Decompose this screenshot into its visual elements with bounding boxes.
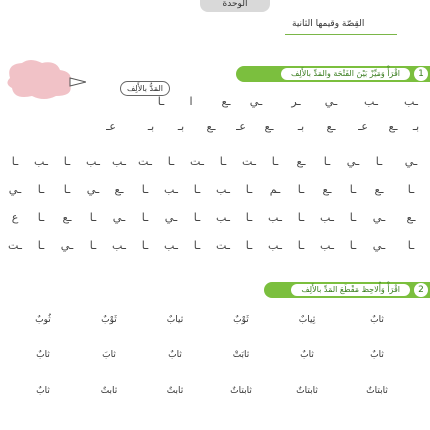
letter-cell: ـا — [89, 211, 97, 224]
letter-cell: ـع — [326, 120, 336, 133]
letter-cell: ـا — [407, 239, 415, 252]
letter-cell: ـب — [85, 155, 101, 168]
letter-cell: ـا — [141, 211, 149, 224]
letter-cell: ـب — [163, 183, 179, 196]
word-cell: ثابَتْ — [232, 350, 250, 360]
word-cell: ثيابٌ — [166, 315, 184, 325]
letter-cell: ـا — [349, 211, 357, 224]
letter-cell: ـي — [60, 239, 74, 252]
letter-cell: ـا — [37, 211, 45, 224]
letter-cell: ـب — [33, 155, 49, 168]
word-cell: ثابتٌ — [100, 386, 118, 396]
letter-cell: ـت — [7, 239, 23, 252]
letter-cell: ـي — [86, 183, 100, 196]
exercise-2-words-row-1 — [0, 315, 430, 329]
letter-cell: بـ — [297, 120, 305, 133]
letter-cell: ـع — [322, 183, 332, 196]
letter-cell: ـب — [111, 239, 127, 252]
letter-cell: ـا — [349, 183, 357, 196]
letter-cell: ـب — [215, 183, 231, 196]
exercise-2-words-row-3 — [0, 386, 430, 400]
word-cell: ثابٌ — [36, 350, 50, 360]
exercise-1-instruction: اقْرَأْ وَمَيِّزْ بَيْنَ الفَتْحَة والمَدِّ بالأَلِف — [281, 68, 410, 80]
word-cell: ثابٌ — [36, 386, 50, 396]
letter-cell: ـب — [363, 95, 379, 108]
letter-cell: ـا — [89, 239, 97, 252]
word-cell: ثابتاتٌ — [296, 386, 318, 396]
letter-cell: ـر — [291, 95, 301, 108]
letter-cell: ـا — [37, 239, 45, 252]
letter-cell: ا — [189, 95, 193, 108]
letter-cell: ـب — [267, 211, 283, 224]
section-title: القِصّة وقيمها الثانية — [292, 19, 365, 29]
letter-cell: ـب — [267, 239, 283, 252]
letter-cell: ـا — [297, 183, 305, 196]
letter-cell: ـب — [319, 211, 335, 224]
letter-cell: ـا — [141, 183, 149, 196]
letter-cell: ـا — [349, 239, 357, 252]
letter-cell: ـب — [111, 155, 127, 168]
word-cell: ثابٌ — [300, 350, 314, 360]
letter-cell: ـي — [8, 183, 22, 196]
letter-cell: ـا — [193, 239, 201, 252]
word-cell: ثابٌ — [370, 350, 384, 360]
letter-cell: ـي — [164, 211, 178, 224]
letter-cell: ـع — [264, 120, 274, 133]
word-cell: ثابتاتٌ — [366, 386, 388, 396]
letter-cell: ـب — [215, 211, 231, 224]
word-cell: ثابتاتٌ — [230, 386, 252, 396]
letter-cell: ـي — [346, 155, 360, 168]
exercise-1-bar — [236, 66, 430, 82]
letter-cell: ـا — [297, 239, 305, 252]
letter-cell: بـ — [412, 120, 420, 133]
letter-cell: ـا — [245, 211, 253, 224]
exercise-2-bar — [264, 282, 430, 298]
speech-bubble-illustration — [4, 58, 86, 100]
exercise-1-number: 1 — [414, 67, 428, 81]
letter-cell: ـع — [114, 183, 124, 196]
letter-cell: ـا — [323, 155, 331, 168]
letter-cell: بـ — [177, 120, 185, 133]
letter-cell: ـم — [269, 183, 281, 196]
word-cell: ثَوْبٌ — [233, 315, 249, 325]
letter-cell: ـا — [271, 155, 279, 168]
letter-cell: ـا — [245, 183, 253, 196]
letter-cell: ـع — [374, 183, 384, 196]
section-title-underline — [285, 34, 397, 35]
letter-cell: ـع — [62, 211, 72, 224]
letter-cell: ـت — [215, 239, 231, 252]
letter-cell: ـا — [375, 155, 383, 168]
letters-grid-row-1 — [0, 155, 430, 171]
letter-cell: ـع — [206, 120, 216, 133]
letter-cell: ـي — [324, 95, 338, 108]
letter-cell: ـع — [406, 211, 416, 224]
letter-cell: ـا — [193, 211, 201, 224]
word-cell: ثابٌ — [168, 350, 182, 360]
letter-cell: ع — [11, 211, 19, 224]
letter-cell: ـا — [407, 183, 415, 196]
letter-cell: ـي — [249, 95, 263, 108]
word-cell: ثُوبٌ — [35, 315, 51, 325]
letter-cell: ـت — [189, 155, 205, 168]
letter-cell: عـ — [358, 120, 368, 133]
letter-cell: ـي — [112, 211, 126, 224]
letter-cell: ـي — [404, 155, 418, 168]
letter-cell: ـا — [297, 211, 305, 224]
letters-grid-row-2 — [0, 183, 430, 199]
letter-cell: ـت — [137, 155, 153, 168]
letter-cell: ـب — [163, 239, 179, 252]
bubble-pointer — [70, 78, 86, 86]
letter-cell: ـا — [193, 183, 201, 196]
letter-cell: ـا — [11, 155, 19, 168]
word-cell: ثابٌ — [370, 315, 384, 325]
word-cell: ثابتٌ — [166, 386, 184, 396]
letter-cell: ـع — [388, 120, 398, 133]
letter-cell: ـا — [37, 183, 45, 196]
pink-cloud-shape — [7, 60, 70, 99]
letter-cell: عـ — [236, 120, 246, 133]
exercise-1-row-a — [0, 95, 430, 111]
letter-cell: عـ — [106, 120, 116, 133]
word-cell: ثابَ — [102, 350, 116, 360]
letter-cell: ـا — [167, 155, 175, 168]
letters-grid-row-3 — [0, 211, 430, 227]
exercise-2-words-row-2 — [0, 350, 430, 364]
exercise-2-instruction: اقْرَأْ وَأُلاحِظ مَقْطَعَ المَدِّ بالأَلِف — [291, 284, 410, 296]
letter-cell: ـب — [319, 239, 335, 252]
unit-tab: الوحدة — [200, 0, 270, 12]
exercise-1-row-b — [0, 120, 430, 136]
letter-cell: بـ — [147, 120, 155, 133]
bubble-label: المَدُّ بالأَلِف — [120, 81, 170, 96]
word-cell: ثِيابٌ — [298, 315, 316, 325]
exercise-2-number: 2 — [414, 283, 428, 297]
letter-cell: ـا — [245, 239, 253, 252]
letter-cell: ـا — [157, 95, 165, 108]
word-cell: ثَوْبٌ — [101, 315, 117, 325]
letter-cell: ـع — [221, 95, 231, 108]
letter-cell: ـا — [63, 155, 71, 168]
letter-cell: ـي — [372, 211, 386, 224]
letter-cell: ـي — [372, 239, 386, 252]
letter-cell: ـا — [219, 155, 227, 168]
letter-cell: ـا — [63, 183, 71, 196]
letter-cell: ـا — [141, 239, 149, 252]
letter-cell: ـت — [241, 155, 257, 168]
letter-cell: ـب — [403, 95, 419, 108]
letters-grid-row-4 — [0, 239, 430, 255]
letter-cell: ـع — [296, 155, 306, 168]
